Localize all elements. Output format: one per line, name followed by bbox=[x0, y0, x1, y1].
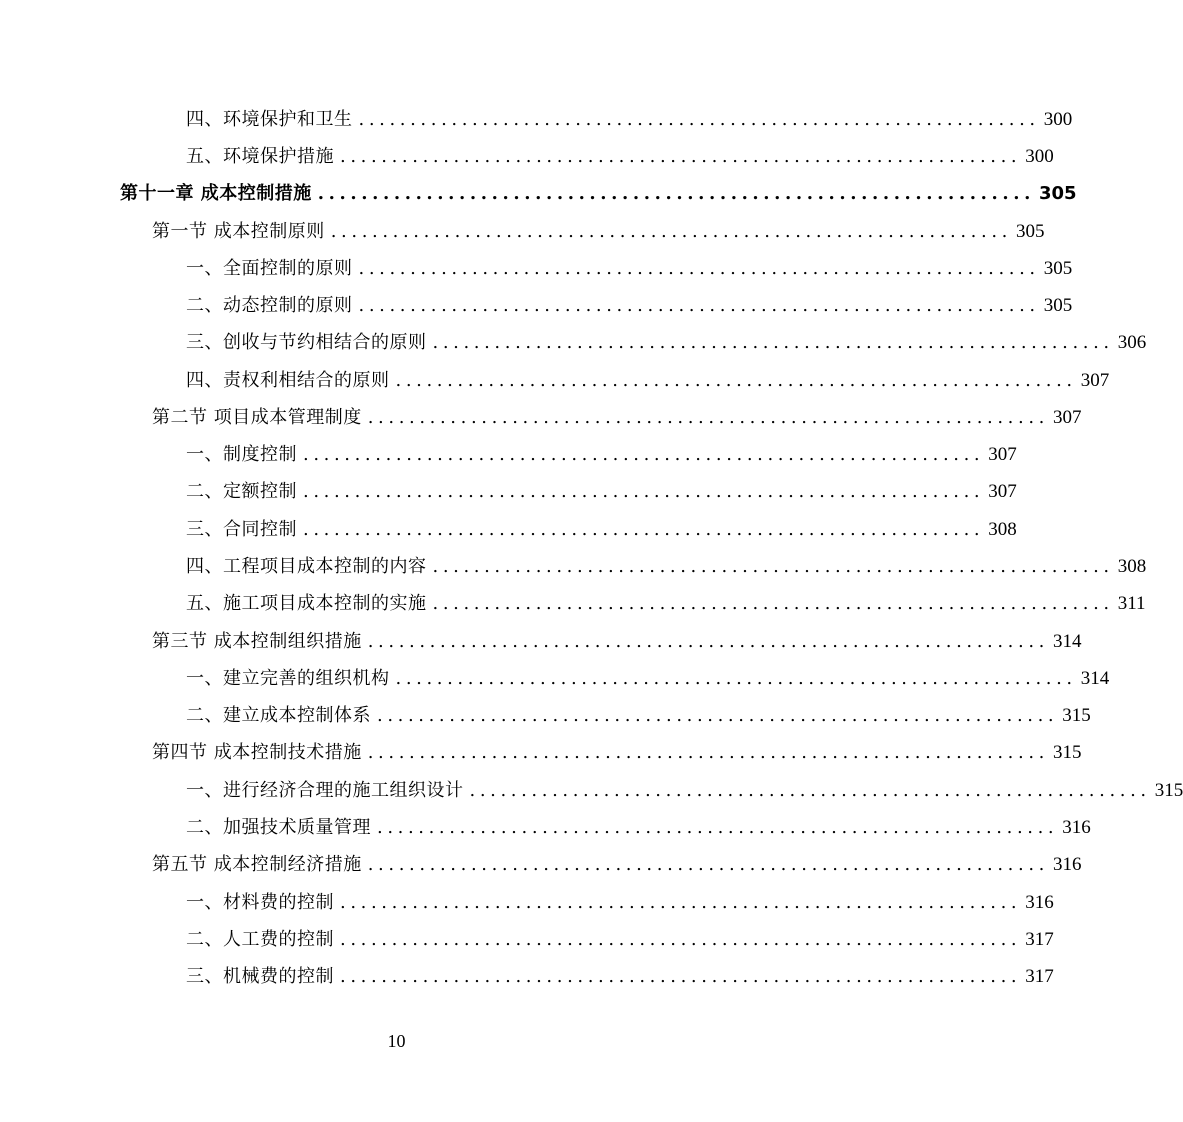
dot-leader: .................................................................. bbox=[340, 146, 1022, 167]
dot-leader: .................................................................. bbox=[358, 295, 1040, 316]
toc-entry-page: 315 bbox=[1062, 705, 1091, 726]
toc-entry-title: 一、材料费的控制 bbox=[186, 892, 334, 913]
dot-leader: .................................................................. bbox=[340, 966, 1022, 987]
dot-leader: .................................................................. bbox=[377, 705, 1059, 726]
toc-entry[interactable] bbox=[186, 813, 1091, 843]
toc-entry[interactable] bbox=[186, 925, 1054, 955]
toc-entry-title: 第十一章 成本控制措施 bbox=[120, 183, 312, 204]
toc-entry[interactable] bbox=[186, 328, 1147, 358]
toc-entry[interactable] bbox=[186, 105, 1073, 135]
toc-entry-page: 307 bbox=[1052, 407, 1082, 428]
toc-entry[interactable] bbox=[186, 515, 1017, 545]
toc-entry-title: 一、全面控制的原则 bbox=[186, 258, 353, 279]
toc-entry-title: 一、建立完善的组织机构 bbox=[186, 668, 390, 689]
dot-leader: .................................................................. bbox=[367, 631, 1049, 652]
toc-entry-title: 三、机械费的控制 bbox=[186, 966, 334, 987]
dot-leader: .................................................................. bbox=[469, 780, 1151, 801]
dot-leader: .................................................................. bbox=[367, 742, 1049, 763]
toc-entry-page: 315 bbox=[1154, 780, 1183, 801]
toc-entry-page: 305 bbox=[1043, 258, 1073, 279]
toc-entry-title: 二、动态控制的原则 bbox=[186, 295, 353, 316]
toc-entry-page: 308 bbox=[988, 519, 1017, 540]
toc-entry-page: 316 bbox=[1025, 892, 1054, 913]
toc-entry-title: 四、责权利相结合的原则 bbox=[186, 370, 390, 391]
dot-leader: .................................................................. bbox=[330, 221, 1012, 242]
toc-entry-page: 314 bbox=[1080, 668, 1110, 689]
toc-entry-title: 三、创收与节约相结合的原则 bbox=[186, 332, 427, 353]
toc-entry[interactable] bbox=[186, 142, 1054, 172]
toc-entry-page: 311 bbox=[1117, 593, 1146, 614]
dot-leader: .................................................................. bbox=[377, 817, 1059, 838]
dot-leader: .................................................................. bbox=[340, 929, 1022, 950]
toc-chapter-entry[interactable] bbox=[120, 179, 1077, 209]
dot-leader: .................................................................. bbox=[358, 109, 1040, 130]
dot-leader: .................................................................. bbox=[358, 258, 1040, 279]
toc-section-entry[interactable] bbox=[152, 217, 1045, 247]
toc-entry-title: 二、加强技术质量管理 bbox=[186, 817, 371, 838]
toc-entry-title: 一、制度控制 bbox=[186, 444, 297, 465]
toc-entry[interactable] bbox=[186, 888, 1054, 918]
toc-entry[interactable] bbox=[186, 254, 1073, 284]
toc-entry-title: 二、建立成本控制体系 bbox=[186, 705, 371, 726]
toc-entry-page: 316 bbox=[1062, 817, 1091, 838]
toc-entry-page: 307 bbox=[988, 481, 1017, 502]
toc-entry-page: 300 bbox=[1043, 109, 1073, 130]
dot-leader: .................................................................. bbox=[432, 556, 1114, 577]
toc-entry-page: 308 bbox=[1117, 556, 1147, 577]
toc-entry-title: 二、人工费的控制 bbox=[186, 929, 334, 950]
toc-entry-title: 五、环境保护措施 bbox=[186, 146, 334, 167]
toc-entry-page: 305 bbox=[1043, 295, 1073, 316]
toc-entry-page: 316 bbox=[1052, 854, 1082, 875]
dot-leader: .................................................................. bbox=[432, 332, 1114, 353]
toc-entry-title: 三、合同控制 bbox=[186, 519, 297, 540]
toc-entry[interactable] bbox=[186, 962, 1054, 992]
toc-entry[interactable] bbox=[186, 440, 1017, 470]
toc-entry-title: 第一节 成本控制原则 bbox=[152, 221, 325, 242]
dot-leader: .................................................................. bbox=[367, 407, 1049, 428]
toc-entry-page: 300 bbox=[1025, 146, 1054, 167]
dot-leader: .................................................................. bbox=[367, 854, 1049, 875]
dot-leader: .................................................................. bbox=[432, 593, 1114, 614]
toc-entry-page: 305 bbox=[1038, 183, 1077, 204]
dot-leader: .................................................................. bbox=[303, 481, 985, 502]
toc-section-entry[interactable] bbox=[152, 850, 1082, 880]
dot-leader: .................................................................. bbox=[317, 183, 1035, 204]
toc-entry-title: 第四节 成本控制技术措施 bbox=[152, 742, 362, 763]
toc-entry-title: 第三节 成本控制组织措施 bbox=[152, 631, 362, 652]
toc-entry-page: 307 bbox=[988, 444, 1017, 465]
toc-entry-page: 315 bbox=[1052, 742, 1082, 763]
toc-entry[interactable] bbox=[186, 776, 1183, 806]
toc-entry[interactable] bbox=[186, 589, 1146, 619]
dot-leader: .................................................................. bbox=[395, 668, 1077, 689]
toc-entry-title: 二、定额控制 bbox=[186, 481, 297, 502]
dot-leader: .................................................................. bbox=[395, 370, 1077, 391]
toc-entry[interactable] bbox=[186, 701, 1091, 731]
toc-entry-title: 四、环境保护和卫生 bbox=[186, 109, 353, 130]
toc-entry-title: 第五节 成本控制经济措施 bbox=[152, 854, 362, 875]
toc-entry-title: 第二节 项目成本管理制度 bbox=[152, 407, 362, 428]
toc-section-entry[interactable] bbox=[152, 738, 1082, 768]
dot-leader: .................................................................. bbox=[303, 444, 985, 465]
toc-entry-title: 四、工程项目成本控制的内容 bbox=[186, 556, 427, 577]
toc-entry-page: 306 bbox=[1117, 332, 1147, 353]
toc-entry[interactable] bbox=[186, 664, 1110, 694]
toc-section-entry[interactable] bbox=[152, 627, 1082, 657]
dot-leader: .................................................................. bbox=[340, 892, 1022, 913]
toc-entry[interactable] bbox=[186, 366, 1110, 396]
toc-entry-page: 314 bbox=[1052, 631, 1082, 652]
toc-entry-page: 307 bbox=[1080, 370, 1110, 391]
toc-entry[interactable] bbox=[186, 552, 1147, 582]
toc-entry-title: 五、施工项目成本控制的实施 bbox=[186, 593, 427, 614]
toc-entry-title: 一、进行经济合理的施工组织设计 bbox=[186, 780, 464, 801]
page-number: 10 bbox=[387, 1031, 406, 1051]
toc-entry-page: 305 bbox=[1015, 221, 1045, 242]
dot-leader: .................................................................. bbox=[303, 519, 985, 540]
toc-entry-page: 317 bbox=[1025, 929, 1054, 950]
toc-entry[interactable] bbox=[186, 291, 1073, 321]
toc-entry[interactable] bbox=[186, 477, 1017, 507]
toc-section-entry[interactable] bbox=[152, 403, 1082, 433]
toc-entry-page: 317 bbox=[1025, 966, 1054, 987]
